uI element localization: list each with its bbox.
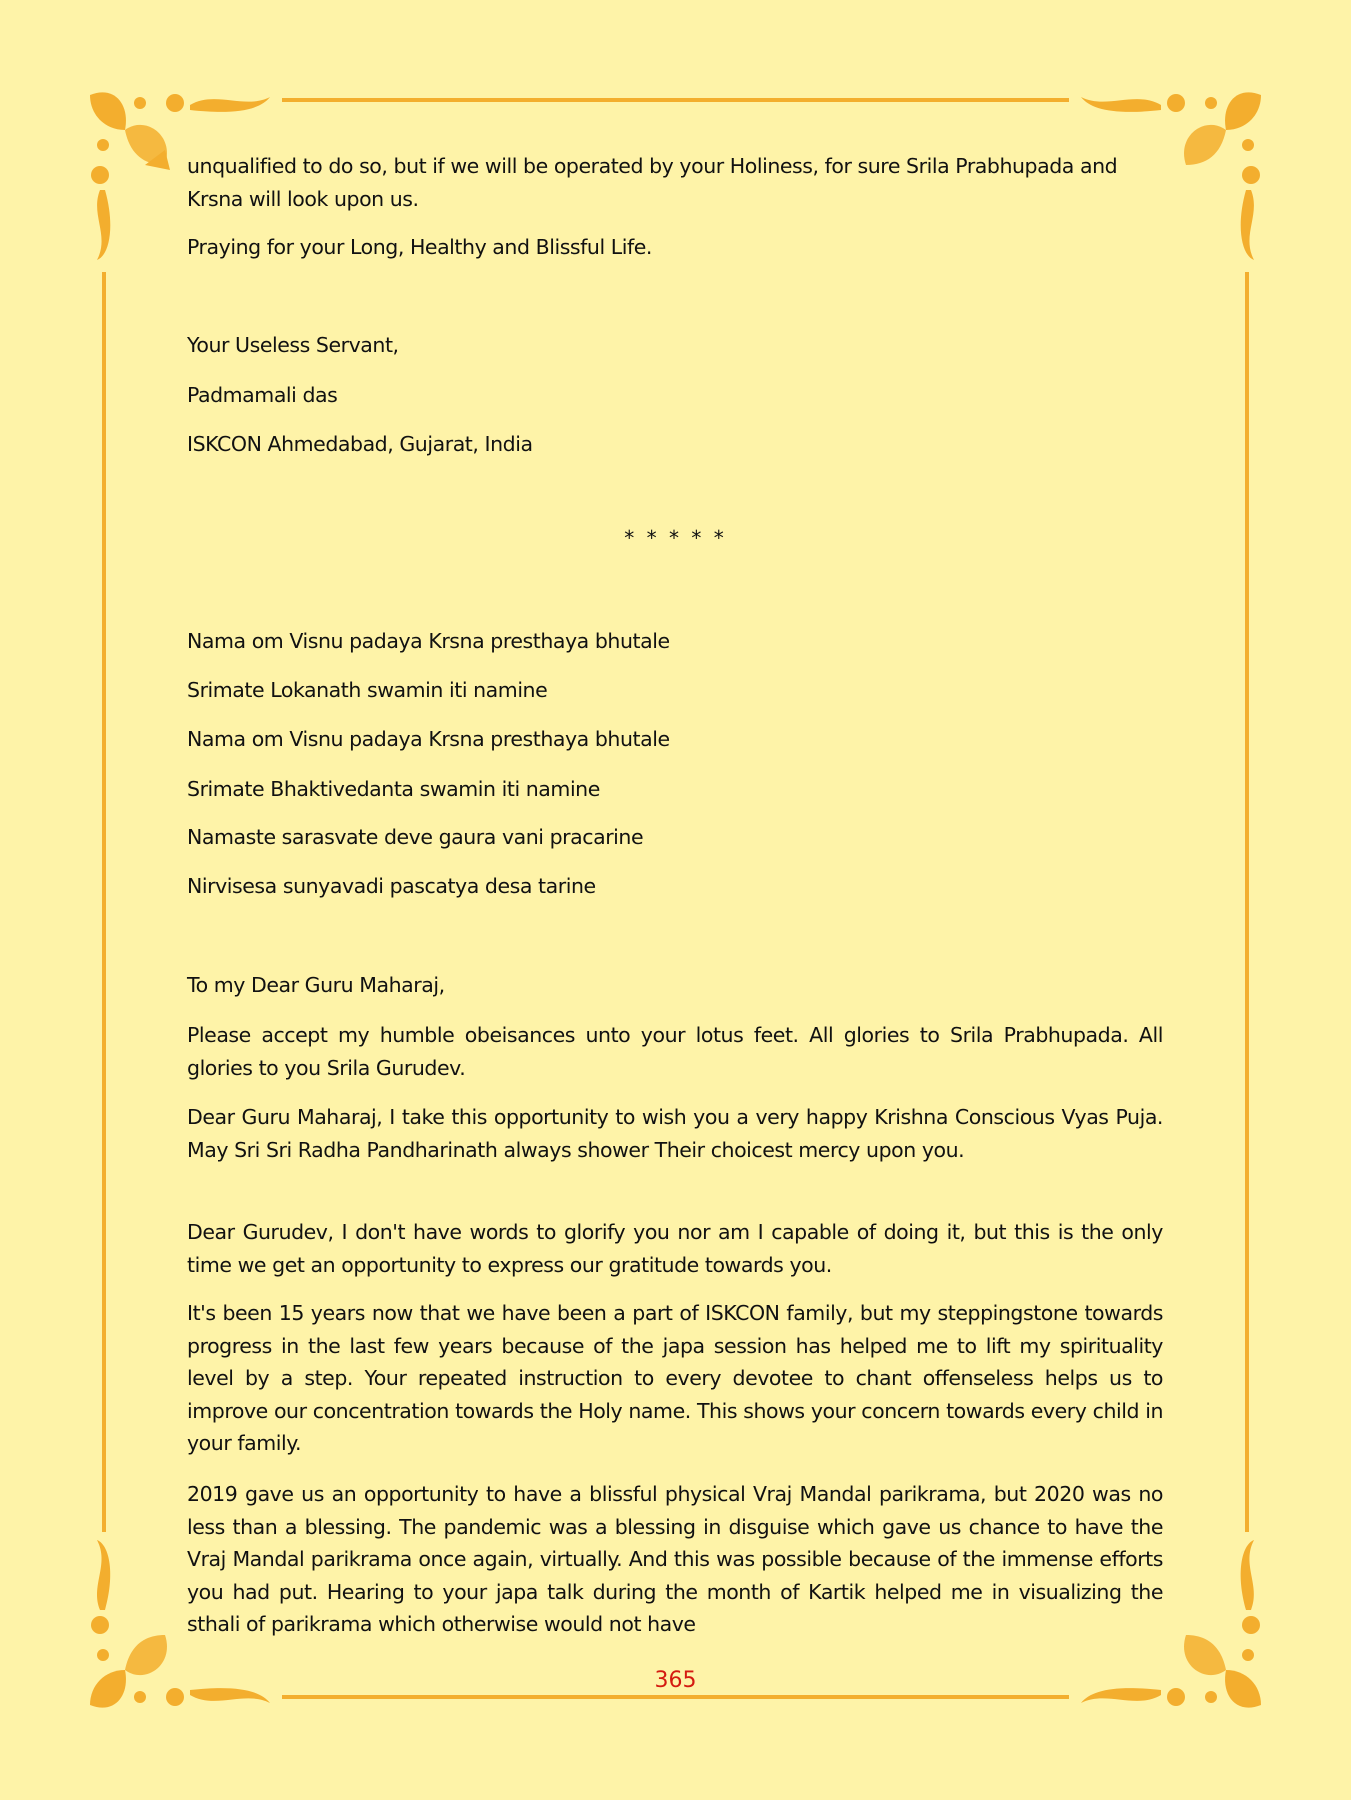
- border-bottom: [282, 1695, 1069, 1699]
- signature-location: ISKCON Ahmedabad, Gujarat, India: [187, 432, 533, 456]
- letter-paragraph: Dear Gurudev, I don't have words to glorify you nor am I capable of doing it, but this is the only time we get an opportunity to express our gratitude towards you.: [187, 1220, 1163, 1277]
- letter-paragraph: Please accept my humble obeisances unto your lotus feet. All glories to Srila Prabhupada. All glories to you Srila Gurudev.: [187, 1023, 1163, 1080]
- section-separator: * * * * *: [624, 526, 727, 550]
- border-right: [1245, 272, 1249, 1532]
- signoff: Your Useless Servant,: [187, 333, 399, 357]
- verse-line: Nama om Visnu padaya Krsna presthaya bhutale: [187, 629, 670, 653]
- page-number: 365: [654, 1668, 697, 1693]
- verse-line: Nirvisesa sunyavadi pascatya desa tarine: [187, 874, 596, 898]
- verse-line: Nama om Visnu padaya Krsna presthaya bhutale: [187, 727, 670, 751]
- verse-line: Srimate Lokanath swamin iti namine: [187, 678, 548, 702]
- verse-line: Srimate Bhaktivedanta swamin iti namine: [187, 777, 600, 801]
- body-paragraph: Praying for your Long, Healthy and Blissful Life.: [187, 235, 652, 259]
- body-paragraph: unqualified to do so, but if we will be operated by your Holiness, for sure Srila Prabhupada and Krsna will look upon us.: [187, 154, 1118, 211]
- letter-paragraph: 2019 gave us an opportunity to have a blissful physical Vraj Mandal parikrama, but 2020 was no less than a blessing. The pandemic was a blessing in disguise which gave us chance to have the Vraj Mandal parikrama once again, virtually. And this was possible because of the immense efforts you had put. Hearing to your japa talk during the month of Kartik helped me in visualizing the sthali of parikrama which otherwise would not have: [187, 1482, 1163, 1636]
- verse-line: Namaste sarasvate deve gaura vani pracarine: [187, 825, 644, 849]
- border-top: [282, 98, 1069, 102]
- border-left: [102, 272, 106, 1532]
- letter-paragraph: It's been 15 years now that we have been a part of ISKCON family, but my steppingstone towards progress in the last few years because of the japa session has helped me to lift my spirituality level by a step. Your repeated instruction to every devotee to chant offenseless helps us to improve our concentration towards the Holy name. This shows your concern towards every child in your family.: [187, 1301, 1163, 1455]
- signature-name: Padmamali das: [187, 383, 338, 407]
- letter-paragraph: Dear Guru Maharaj, I take this opportunity to wish you a very happy Krishna Conscious Vyas Puja. May Sri Sri Radha Pandharinath always shower Their choicest mercy upon you.: [187, 1105, 1163, 1162]
- letter-salutation: To my Dear Guru Maharaj,: [187, 973, 445, 997]
